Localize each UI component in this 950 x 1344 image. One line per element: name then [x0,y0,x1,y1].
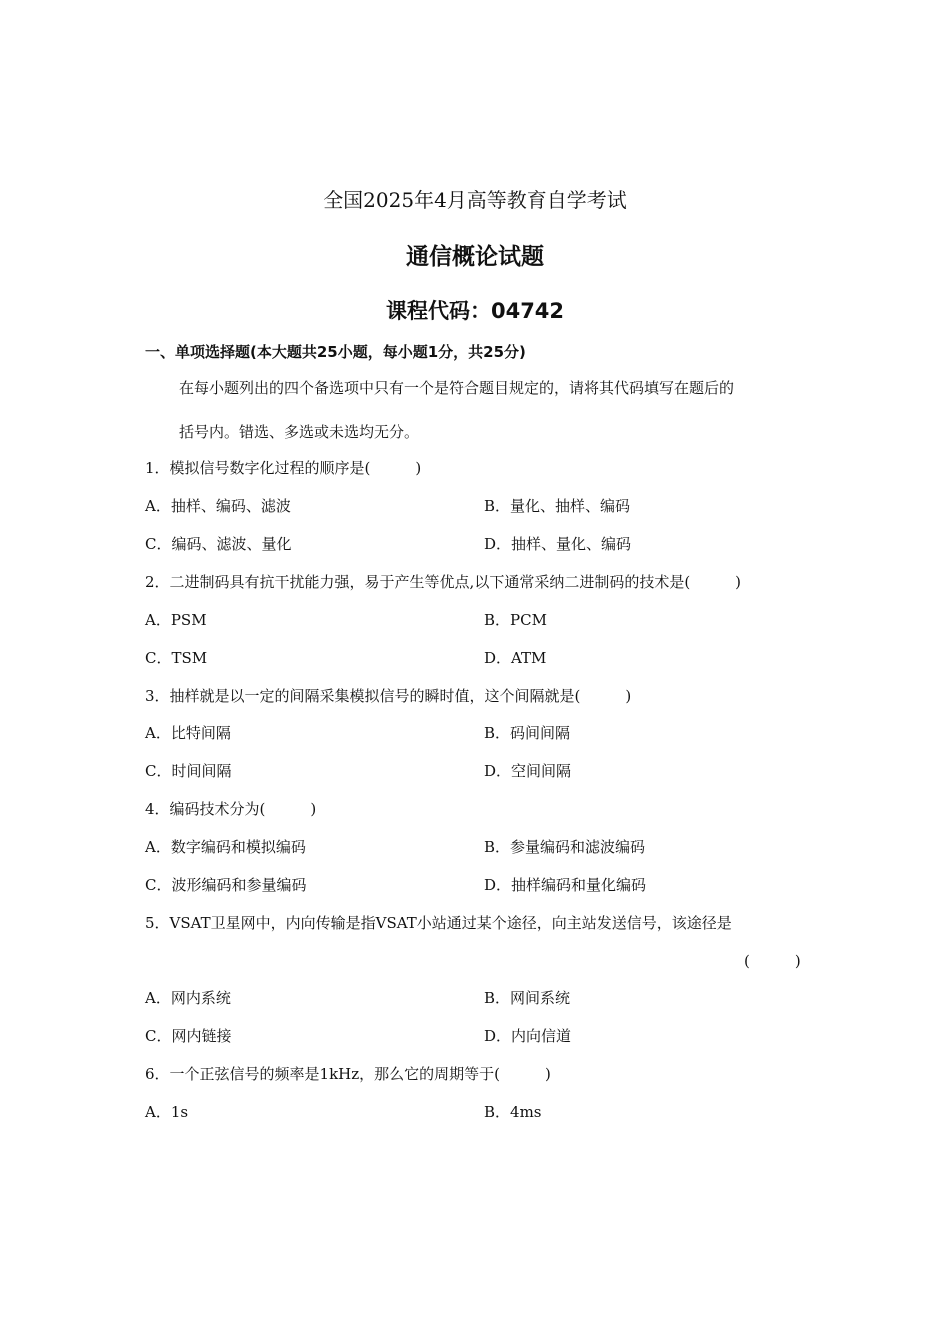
question-6-stem: 6．一个正弦信号的频率是1kHz，那么它的周期等于( ) [145,1065,551,1083]
course-code: 课程代码：04742 [385,299,565,323]
question-6-option-a: A．1s [145,1103,189,1121]
question-3-option-a: A．比特间隔 [145,724,231,742]
question-5-option-a: A．网内系统 [145,989,231,1007]
question-4-option-a: A．数字编码和模拟编码 [145,838,306,856]
question-2-option-a: A．PSM [145,611,207,629]
question-2-option-b: B．PCM [484,611,547,629]
question-1-option-a: A．抽样、编码、滤波 [145,497,291,515]
question-3-option-c: C．时间间隔 [145,762,232,780]
question-1-option-c: C．编码、滤波、量化 [145,535,292,553]
question-3-option-d: D．空间间隔 [484,762,572,780]
section-heading: 一、单项选择题(本大题共25小题，每小题1分，共25分) [145,343,526,361]
question-1-option-b: B．量化、抽样、编码 [484,497,631,515]
instruction-line-1: 在每小题列出的四个备选项中只有一个是符合题目规定的，请将其代码填写在题后的 [179,379,735,397]
question-5-option-d: D．内向信道 [484,1027,572,1045]
question-4-option-b: B．参量编码和滤波编码 [484,838,646,856]
question-4-option-c: C．波形编码和参量编码 [145,876,307,894]
question-4-stem: 4．编码技术分为( ) [145,800,317,818]
question-5-option-c: C．网内链接 [145,1027,232,1045]
question-4-option-d: D．抽样编码和量化编码 [484,876,647,894]
question-3-stem: 3．抽样就是以一定的间隔采集模拟信号的瞬时值，这个间隔就是( ) [145,687,632,705]
exam-title: 全国2025年4月高等教育自学考试 [323,188,627,212]
question-3-option-b: B．码间间隔 [484,724,571,742]
subject-title: 通信概论试题 [406,244,544,270]
instruction-line-2: 括号内。错选、多选或未选均无分。 [179,423,420,441]
question-5-option-b: B．网间系统 [484,989,571,1007]
question-1-stem: 1．模拟信号数字化过程的顺序是( ) [145,459,422,477]
question-6-option-b: B．4ms [484,1103,542,1121]
question-5-stem: 5．VSAT卫星网中，内向传输是指VSAT小站通过某个途径，向主站发送信号，该途径是 [145,914,732,932]
question-5-answer-parentheses: ( ) [744,952,801,970]
question-2-option-c: C．TSM [145,649,208,667]
question-2-option-d: D．ATM [484,649,547,667]
question-1-option-d: D．抽样、量化、编码 [484,535,632,553]
question-2-stem: 2．二进制码具有抗干扰能力强，易于产生等优点,以下通常采纳二进制码的技术是( ) [145,573,742,591]
